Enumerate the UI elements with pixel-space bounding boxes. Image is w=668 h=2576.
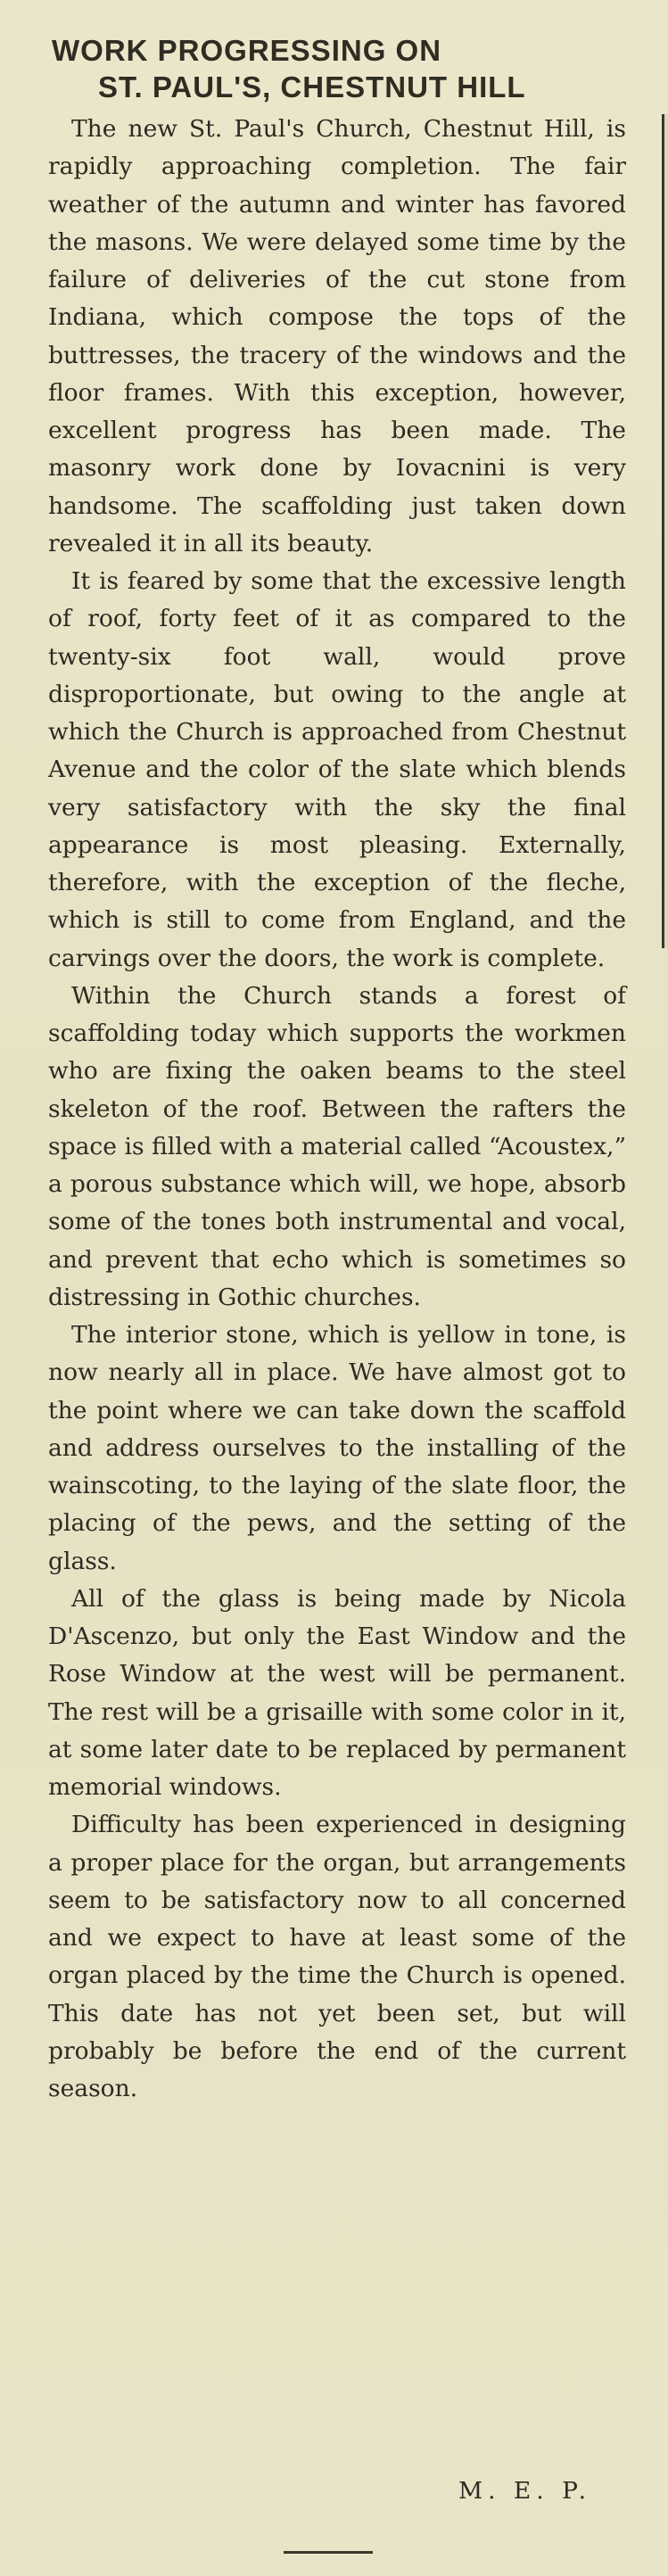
- article-paragraph: The interior stone, which is yellow in tone, is now nearly all in place. We have almost got to the point where we can take down the scaffold and address ourselves to the installing of the wainscoting, to the laying of the slate floor, the placing of the pews, and the setting of the glass.: [48, 1321, 626, 1575]
- adjacent-column-rule: [662, 114, 668, 948]
- article-paragraph: All of the glass is being made by Nicola D'Ascenzo, but only the East Window and the Rose Window at the west will be permanent. The rest will be a grisaille with some color in it, at some later date to be replaced by permanent memorial windows.: [48, 1584, 626, 1801]
- article-headline: [52, 32, 623, 105]
- author-signature: M. E. P.: [458, 2477, 591, 2505]
- article-paragraph: Within the Church stands a forest of scaffolding today which supports the workmen who are fixing the oaken beams to the steel skeleton of the roof. Between the rafters the space is filled with a material called “Acoustex,” a porous substance which will, we hope, absorb some of the tones both instrumental and vocal, and prevent that echo which is sometimes so distressing in Gothic churches.: [48, 981, 626, 1311]
- article-body: [48, 111, 626, 2108]
- headline-line-2: ST. PAUL'S, CHESTNUT HILL: [98, 70, 526, 103]
- headline-line-1: WORK PROGRESSING ON: [52, 34, 442, 67]
- section-divider: [284, 2551, 373, 2554]
- article-paragraph: It is feared by some that the excessive length of roof, forty feet of it as compared to the twenty-six foot wall, would prove disproportionate, but owing to the angle at which the Church is approached from Chestnut Avenue and the color of the slate which blends very satisfactory with the sky the final appearance is most pleasing. Externally, therefore, with the exception of the fleche, which is still to come from England, and the carvings over the doors, the work is complete.: [48, 567, 626, 972]
- article-paragraph: The new St. Paul's Church, Chestnut Hill, is rapidly approaching completion. The fair weather of the autumn and winter has favored the masons. We were delayed some time by the failure of deliveries of the cut stone from Indiana, which compose the tops of the buttresses, the tracery of the windows and the floor frames. With this exception, however, excellent progress has been made. The masonry work done by Iovacnini is very handsome. The scaffolding just taken down revealed it in all its beauty.: [48, 115, 626, 557]
- article-paragraph: Difficulty has been experienced in designing a proper place for the organ, but arrangements seem to be satisfactory now to all concerned and we expect to have at least some of the organ placed by the time the Church is opened. This date has not yet been set, but will probably be before the end of the current season.: [48, 1811, 626, 2102]
